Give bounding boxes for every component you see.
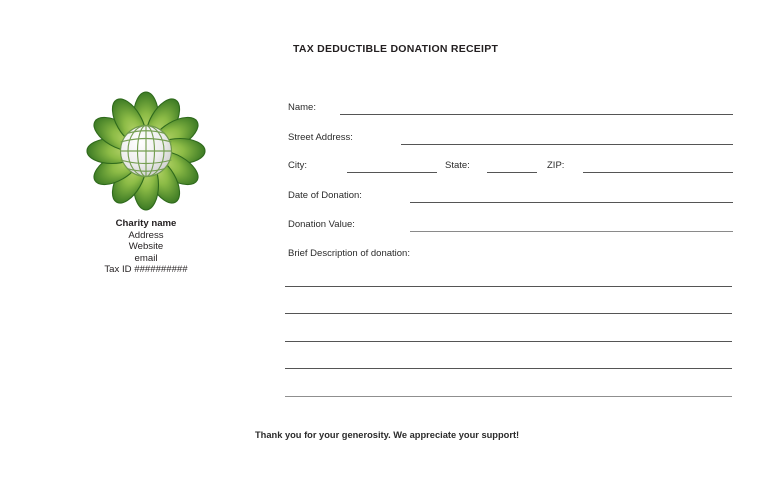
field-row-brief-description [288, 246, 733, 262]
charity-email: email [134, 252, 158, 264]
field-row-name [288, 100, 733, 116]
input-description-line-2[interactable] [285, 313, 732, 314]
input-state[interactable] [487, 172, 537, 173]
input-date-of-donation[interactable] [410, 202, 733, 203]
field-row-city-state-zip [288, 158, 733, 174]
label-city: City: [288, 160, 307, 171]
label-state: State: [445, 160, 470, 171]
field-row-donation-value [288, 217, 733, 233]
input-zip[interactable] [583, 172, 733, 173]
charity-logo [83, 88, 209, 214]
input-name[interactable] [340, 114, 733, 115]
label-date-of-donation: Date of Donation: [288, 190, 362, 201]
charity-website: Website [128, 241, 164, 253]
page-title: TAX DEDUCTIBLE DONATION RECEIPT [293, 43, 499, 55]
footer-thank-you-note: Thank you for your generosity. We appreciate your support! [255, 430, 520, 440]
label-name: Name: [288, 102, 316, 113]
charity-tax-id: Tax ID ########## [104, 264, 188, 276]
charity-address: Address [128, 229, 164, 241]
label-donation-value: Donation Value: [288, 219, 355, 230]
input-description-line-3[interactable] [285, 341, 732, 342]
charity-name: Charity name [115, 218, 177, 229]
field-row-date-of-donation [288, 188, 733, 204]
input-description-line-4[interactable] [285, 368, 732, 369]
input-description-line-1[interactable] [285, 286, 732, 287]
input-street-address[interactable] [401, 144, 733, 145]
label-street-address: Street Address: [288, 132, 353, 143]
input-description-line-5[interactable] [285, 396, 732, 397]
label-zip: ZIP: [547, 160, 565, 171]
field-row-street-address [288, 130, 733, 146]
charity-info-block [78, 218, 214, 276]
label-brief-description: Brief Description of donation: [288, 248, 410, 259]
input-city[interactable] [347, 172, 437, 173]
input-donation-value[interactable] [410, 231, 733, 232]
flower-globe-icon [83, 88, 209, 214]
